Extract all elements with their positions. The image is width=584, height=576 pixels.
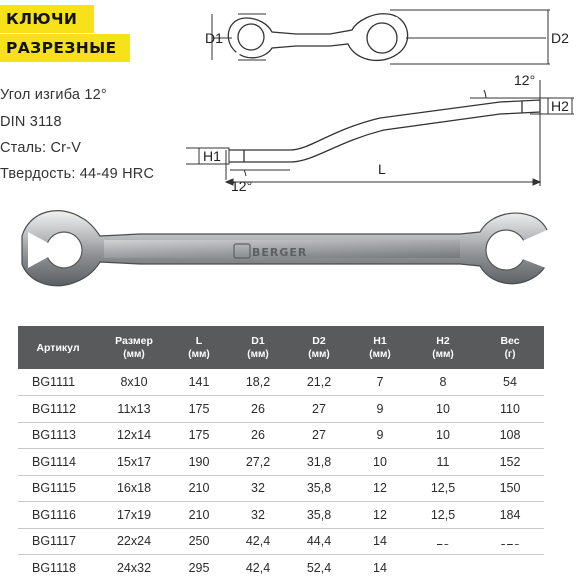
table-row — [18, 369, 544, 396]
table-cell — [476, 555, 544, 576]
table-cell: 7 — [350, 369, 410, 396]
wrench-photo — [22, 211, 556, 286]
table-cell: 10 — [410, 396, 476, 423]
table-cell: 52,4 — [288, 555, 350, 576]
table-row — [18, 422, 544, 449]
title-badge-line2: РАЗРЕЗНЫЕ — [0, 34, 130, 62]
h1-label: H1 — [203, 148, 221, 164]
table-cell: 10 — [350, 449, 410, 476]
angle-bottom-label: 12° — [231, 178, 253, 194]
title-badge-line1: КЛЮЧИ — [0, 5, 94, 33]
table-cell: 27 — [288, 422, 350, 449]
table-cell: 11x13 — [98, 396, 170, 423]
col-header-d2: D2 (мм) — [288, 326, 350, 369]
col-header-size: Размер (мм) — [98, 326, 170, 369]
table-cell: 35,8 — [288, 475, 350, 502]
table-cell: 9 — [350, 396, 410, 423]
table-cell: 54 — [476, 369, 544, 396]
table-cell: 12,5 — [410, 475, 476, 502]
table-cell: 35,8 — [288, 502, 350, 529]
table-cell: 12 — [350, 475, 410, 502]
table-cell: 18,2 — [228, 369, 288, 396]
table-cell: 44,4 — [288, 528, 350, 555]
table-cell: BG1116 — [18, 502, 98, 529]
table-cell: 16x18 — [98, 475, 170, 502]
col-header-h1: H1 (мм) — [350, 326, 410, 369]
d1-label: D1 — [205, 30, 223, 46]
table-cell: BG1111 — [18, 369, 98, 396]
table-cell: 12x14 — [98, 422, 170, 449]
h2-dimension — [530, 80, 574, 186]
wrench-top-view — [228, 14, 407, 61]
table-cell: 250 — [170, 528, 228, 555]
table-cell: 14 — [350, 555, 410, 576]
table-cell: 8x10 — [98, 369, 170, 396]
table-cell: BG1114 — [18, 449, 98, 476]
d2-label: D2 — [551, 30, 569, 46]
spec-hardness: Твердость: 44-49 HRC — [0, 166, 155, 182]
table-header-row — [18, 326, 544, 369]
table-cell: 295 — [170, 555, 228, 576]
col-header-d1: D1 (мм) — [228, 326, 288, 369]
table-cell: 42,4 — [228, 528, 288, 555]
table-row — [18, 449, 544, 476]
table-cell: 21,2 — [288, 369, 350, 396]
table-cell — [410, 555, 476, 576]
table-cell: 32 — [228, 475, 288, 502]
table-cell: 10 — [410, 422, 476, 449]
table-cell: 184 — [476, 502, 544, 529]
table-cell: 31,8 — [288, 449, 350, 476]
col-header-h2: H2 (мм) — [410, 326, 476, 369]
table-cell: BG1118 — [18, 555, 98, 576]
table-cell: BG1112 — [18, 396, 98, 423]
length-dimension — [226, 179, 540, 185]
table-cell: 32 — [228, 502, 288, 529]
table-cell: 150 — [476, 475, 544, 502]
table-body — [18, 369, 544, 576]
table-cell: 27,2 — [228, 449, 288, 476]
table-cell: 15x17 — [98, 449, 170, 476]
spec-standard: DIN 3118 — [0, 114, 62, 130]
table-cell: 9 — [350, 422, 410, 449]
table-cell: 210 — [170, 502, 228, 529]
table-cell: 108 — [476, 422, 544, 449]
table-cell: 12 — [350, 502, 410, 529]
table-cell: 141 — [170, 369, 228, 396]
table-cell: 26 — [228, 396, 288, 423]
d2-dimension — [390, 10, 550, 64]
table-row — [18, 396, 544, 423]
table-cell: 152 — [476, 449, 544, 476]
table-cell: 175 — [170, 422, 228, 449]
cropped-area — [428, 534, 548, 544]
table-cell: 8 — [410, 369, 476, 396]
col-header-weight: Вес (г) — [476, 326, 544, 369]
h2-label: H2 — [551, 98, 569, 114]
table-cell: BG1115 — [18, 475, 98, 502]
table-cell: BG1113 — [18, 422, 98, 449]
table-cell: BG1117 — [18, 528, 98, 555]
table-cell: 14 — [350, 528, 410, 555]
table-cell: 24x32 — [98, 555, 170, 576]
table-cell: 210 — [170, 475, 228, 502]
wrench-side-view — [226, 100, 540, 162]
table-cell: 110 — [476, 396, 544, 423]
length-label: L — [378, 161, 386, 177]
table-cell: 26 — [228, 422, 288, 449]
spec-steel: Сталь: Cr-V — [0, 140, 82, 156]
table-cell: 12,5 — [410, 502, 476, 529]
table-row — [18, 555, 544, 576]
table-cell: 190 — [170, 449, 228, 476]
brand-label: BERGER — [252, 246, 308, 259]
col-header-length: L (мм) — [170, 326, 228, 369]
col-header-article: Артикул — [18, 326, 98, 369]
table-cell: 27 — [288, 396, 350, 423]
table-cell: 42,4 — [228, 555, 288, 576]
table-cell: 11 — [410, 449, 476, 476]
table-cell: 175 — [170, 396, 228, 423]
table-row — [18, 502, 544, 529]
spec-bend-angle: Угол изгиба 12° — [0, 87, 107, 103]
table-row — [18, 475, 544, 502]
table-cell: 22x24 — [98, 528, 170, 555]
table-cell: 17x19 — [98, 502, 170, 529]
angle-top-label: 12° — [514, 72, 536, 88]
